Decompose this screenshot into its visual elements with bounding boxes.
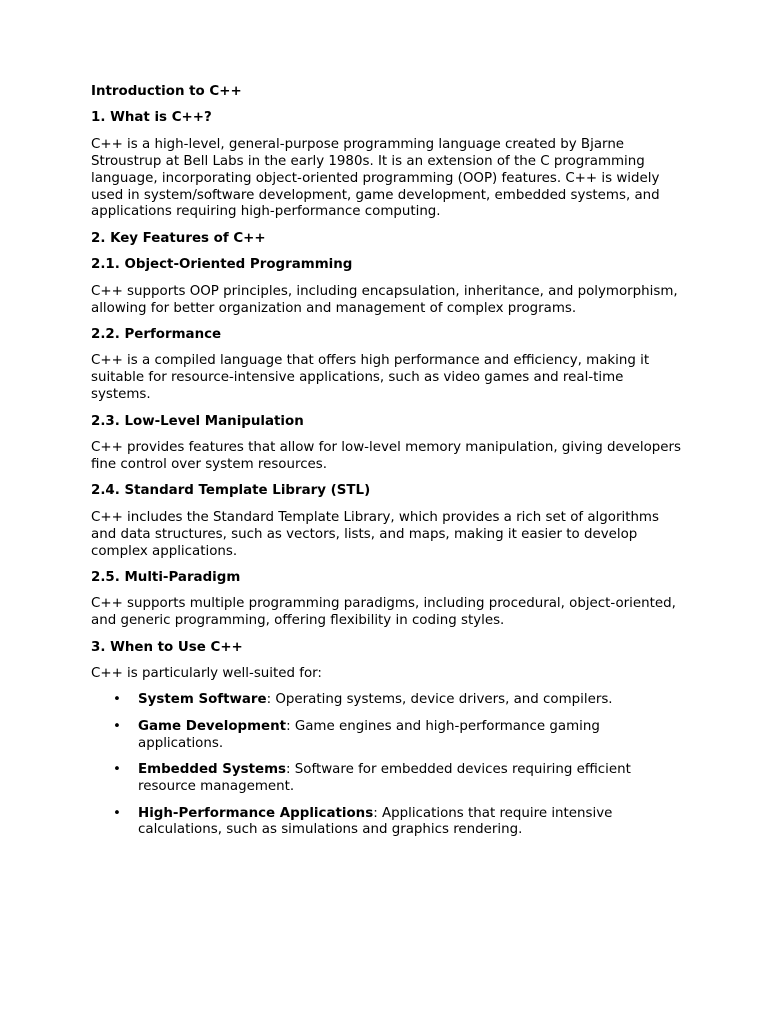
list-item-description: : Software for embedded devices requiring efficient resource management. bbox=[138, 762, 631, 795]
subsection-paragraph-oop: C++ supports OOP principles, including encapsulation, inheritance, and polymorphism, allowing for better organization and management of complex programs. bbox=[91, 283, 678, 316]
subsection-paragraph-performance: C++ is a compiled language that offers high performance and efficiency, making it suitable for resource-intensive applications, such as video games and real-time systems. bbox=[91, 353, 650, 403]
list-item bbox=[91, 692, 681, 709]
bullet-icon: • bbox=[113, 692, 121, 708]
subsection-heading-oop: 2.1. Object-Oriented Programming bbox=[91, 257, 353, 273]
list-item-term: Embedded Systems bbox=[138, 762, 287, 778]
list-item bbox=[91, 806, 681, 840]
use-case-list bbox=[91, 692, 681, 839]
list-item-description: : Game engines and high-performance gaming applications. bbox=[138, 718, 600, 751]
list-item-description: : Applications that require intensive calculations, such as simulations and graphics rendering. bbox=[138, 805, 613, 838]
document-page bbox=[91, 84, 681, 849]
bullet-icon: • bbox=[113, 762, 121, 778]
subsection-heading-multi-paradigm: 2.5. Multi-Paradigm bbox=[91, 569, 241, 585]
list-item bbox=[91, 762, 681, 796]
list-item-term: System Software bbox=[138, 692, 267, 708]
subsection-paragraph-stl: C++ includes the Standard Template Library, which provides a rich set of algorithms and data structures, such as vectors, lists, and maps, making it easier to develop complex applications. bbox=[91, 509, 659, 559]
section-heading-what-is-cpp: 1. What is C++? bbox=[91, 110, 212, 126]
bullet-icon: • bbox=[113, 805, 121, 821]
subsection-heading-stl: 2.4. Standard Template Library (STL) bbox=[91, 483, 371, 499]
subsection-paragraph-low-level: C++ provides features that allow for low-level memory manipulation, giving developers fine control over system resources. bbox=[91, 440, 681, 472]
list-item-term: High-Performance Applications bbox=[138, 805, 374, 821]
section-heading-key-features: 2. Key Features of C++ bbox=[91, 230, 266, 246]
subsection-paragraph-multi-paradigm: C++ supports multiple programming paradigms, including procedural, object-oriented, and generic programming, offering flexibility in coding styles. bbox=[91, 596, 676, 629]
subsection-heading-low-level: 2.3. Low-Level Manipulation bbox=[91, 413, 304, 429]
list-item bbox=[91, 719, 681, 753]
list-item-term: Game Development bbox=[138, 718, 287, 734]
section-paragraph-what-is-cpp: C++ is a high-level, general-purpose programming language created by Bjarne Stroustrup at Bell Labs in the early 1980s. It is an extension of the C programming language, incorporating object-oriented programming (OOP) features. C++ is widely used in system/software development, game development, embedded systems, and applications requiring high-performance computing. bbox=[91, 136, 660, 220]
list-item-description: : Operating systems, device drivers, and compilers. bbox=[266, 692, 613, 708]
section-heading-when-to-use: 3. When to Use C++ bbox=[91, 639, 243, 655]
section-intro-when-to-use: C++ is particularly well-suited for: bbox=[91, 666, 322, 682]
bullet-icon: • bbox=[113, 718, 121, 734]
subsection-heading-performance: 2.2. Performance bbox=[91, 326, 222, 342]
document-title: Introduction to C++ bbox=[91, 84, 242, 99]
